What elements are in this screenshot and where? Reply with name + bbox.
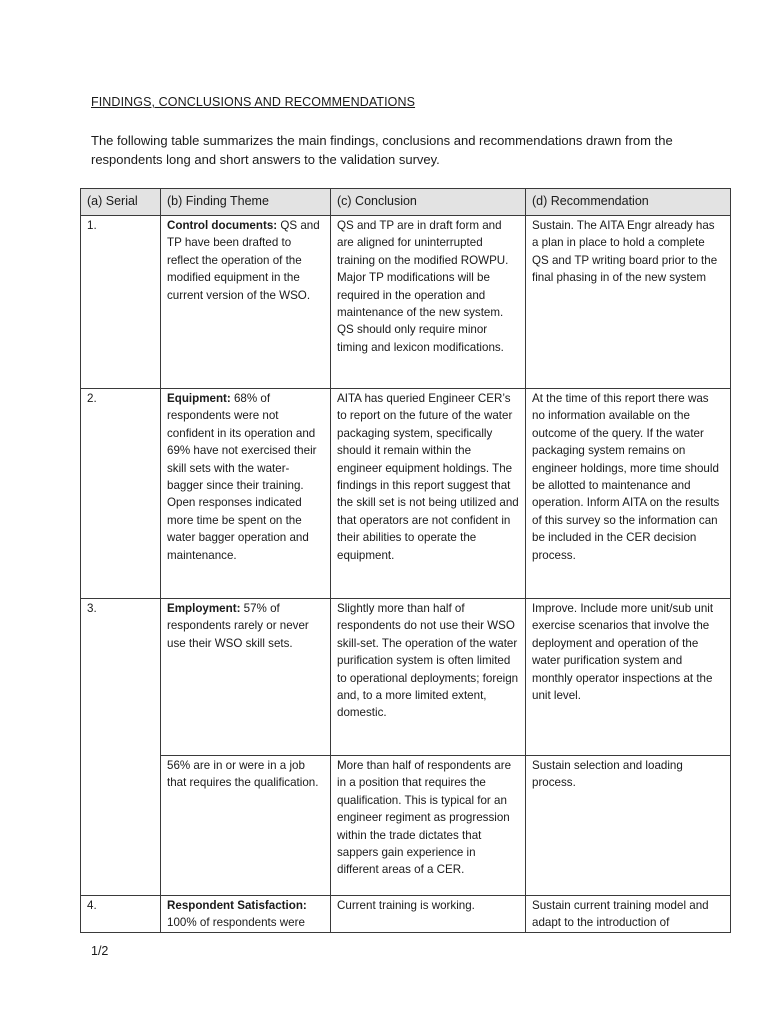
section-heading: FINDINGS, CONCLUSIONS AND RECOMMENDATIONS bbox=[91, 95, 416, 109]
page-number: 1/2 bbox=[91, 944, 109, 958]
finding-text: 68% of respondents were not confident in its operation and 69% have not exercised their skill sets with the water-bagger since their training. Open responses indicated more time be spent on the water bagger operation and maintenance. bbox=[167, 392, 317, 562]
table-row bbox=[81, 599, 731, 756]
finding-cell bbox=[161, 389, 331, 599]
finding-cell bbox=[161, 599, 331, 756]
recommendation-cell: At the time of this report there was no information available on the outcome of the query. If the water packaging system remains on engineer holdings, more time should be allotted to maintenance and operation. Inform AITA on the results of this survey so the information can be included in the CER decision process. bbox=[526, 389, 731, 599]
serial-cell: 2. bbox=[81, 389, 161, 599]
recommendation-cell: Sustain. The AITA Engr already has a plan in place to hold a complete QS and TP writing board prior to the final phasing in of the new system bbox=[526, 216, 731, 389]
finding-lead: Control documents: bbox=[167, 219, 278, 232]
table-row bbox=[81, 216, 731, 389]
finding-lead: Equipment: bbox=[167, 392, 231, 405]
serial-cell: 1. bbox=[81, 216, 161, 389]
finding-cell bbox=[161, 216, 331, 389]
header-recommendation: (d) Recommendation bbox=[526, 189, 731, 216]
recommendation-cell: Sustain selection and loading process. bbox=[526, 756, 731, 896]
finding-text: 100% of respondents were bbox=[167, 916, 305, 930]
table-row bbox=[81, 756, 731, 896]
serial-cell: 4. bbox=[81, 896, 161, 933]
intro-paragraph: The following table summarizes the main findings, conclusions and recommendations drawn from the respondents long and short answers to the validation survey. bbox=[91, 133, 673, 167]
finding-text: 57% of respondents rarely or never use their WSO skill sets. bbox=[167, 602, 309, 650]
conclusion-cell: Slightly more than half of respondents do not use their WSO skill-set. The operation of the water purification system is often limited to operational deployments; foreign and, to a more limited extent, domestic. bbox=[331, 599, 526, 756]
finding-cell: 56% are in or were in a job that requires the qualification. bbox=[161, 756, 331, 896]
serial-cell: 3. bbox=[81, 599, 161, 896]
table-header-row bbox=[81, 189, 731, 216]
recommendation-cell: Improve. Include more unit/sub unit exercise scenarios that involve the deployment and operation of the water purification system and monthly operator inspections at the unit level. bbox=[526, 599, 731, 756]
conclusion-cell: AITA has queried Engineer CER’s to report on the future of the water packaging system, specifically should it remain within the engineer equipment holdings. The findings in this report suggest that the skill set is not being utilized and that operators are not confident in their abilities to operate the equipment. bbox=[331, 389, 526, 599]
table-row bbox=[81, 389, 731, 599]
header-finding-theme: (b) Finding Theme bbox=[161, 189, 331, 216]
recommendation-cell: Sustain current training model and adapt to the introduction of bbox=[526, 896, 731, 933]
findings-table bbox=[80, 188, 731, 933]
header-conclusion: (c) Conclusion bbox=[331, 189, 526, 216]
finding-cell bbox=[161, 896, 331, 933]
finding-text: QS and TP have been drafted to reflect the operation of the modified equipment in the current version of the WSO. bbox=[167, 219, 320, 302]
table-row bbox=[81, 896, 731, 933]
finding-lead: Respondent Satisfaction: bbox=[167, 899, 307, 912]
conclusion-cell: QS and TP are in draft form and are aligned for uninterrupted training on the modified ROWPU. Major TP modifications will be required in the operation and maintenance of the new system. QS should only require minor timing and lexicon modifications. bbox=[331, 216, 526, 389]
header-serial: (a) Serial bbox=[81, 189, 161, 216]
conclusion-cell: Current training is working. bbox=[331, 896, 526, 933]
finding-lead: Employment: bbox=[167, 602, 241, 615]
conclusion-cell: More than half of respondents are in a position that requires the qualification. This is typical for an engineer regiment as progression within the trade dictates that sappers gain experience in different areas of a CER. bbox=[331, 756, 526, 896]
